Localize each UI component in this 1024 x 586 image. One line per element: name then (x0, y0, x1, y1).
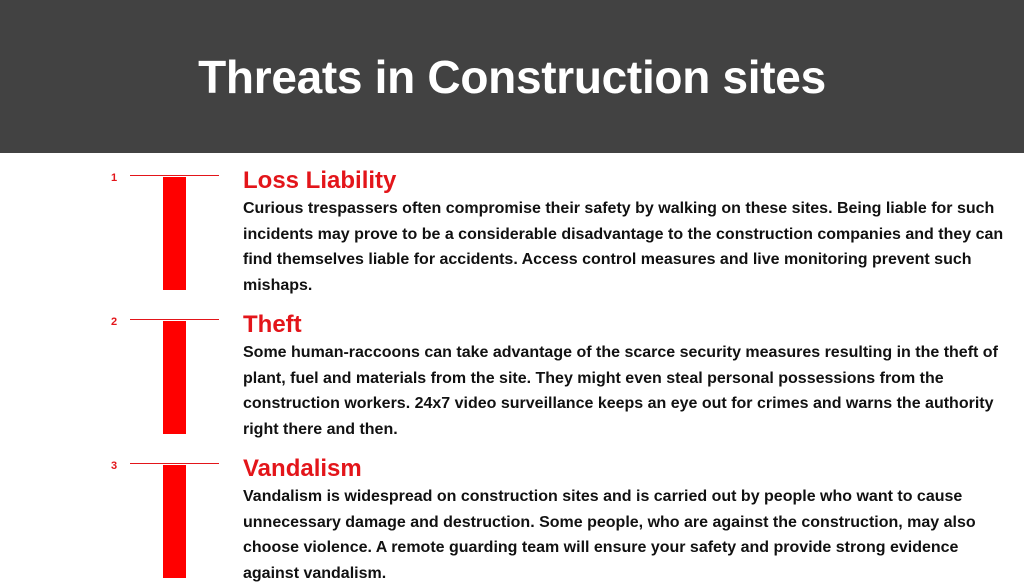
item-heading: Theft (243, 311, 302, 338)
slide-title: Threats in Construction sites (198, 51, 826, 103)
title-banner (0, 0, 1024, 153)
connector-line (130, 175, 219, 176)
connector-line (130, 319, 219, 320)
item-number: 3 (111, 460, 118, 472)
accent-bar (163, 321, 186, 434)
item-description: Vandalism is widespread on construction sites and is carried out by people who want to cause unnecessary damage and destruction. Some people, who are against the construction, may also choose violence. A remote guarding team will ensure your safety and provide strong evidence against vandalism. (243, 488, 976, 582)
connector-line (130, 463, 219, 464)
accent-bar (163, 177, 186, 290)
item-heading: Vandalism (243, 455, 362, 482)
item-heading: Loss Liability (243, 167, 397, 194)
item-number: 2 (111, 316, 118, 328)
accent-bar (163, 465, 186, 578)
item-description: Curious trespassers often compromise their safety by walking on these sites. Being liable for such incidents may prove to be a considerable disadvantage to the construction companies and they can find themselves liable for accidents. Access control measures and live monitoring prevent such mishaps. (243, 200, 1004, 294)
item-description: Some human-raccoons can take advantage of the scarce security measures resulting in the theft of plant, fuel and materials from the site. They might even steal personal possessions from the construction workers. 24x7 video surveillance keeps an eye out for crimes and warns the authority right there and then. (243, 344, 998, 438)
item-number: 1 (111, 172, 118, 184)
